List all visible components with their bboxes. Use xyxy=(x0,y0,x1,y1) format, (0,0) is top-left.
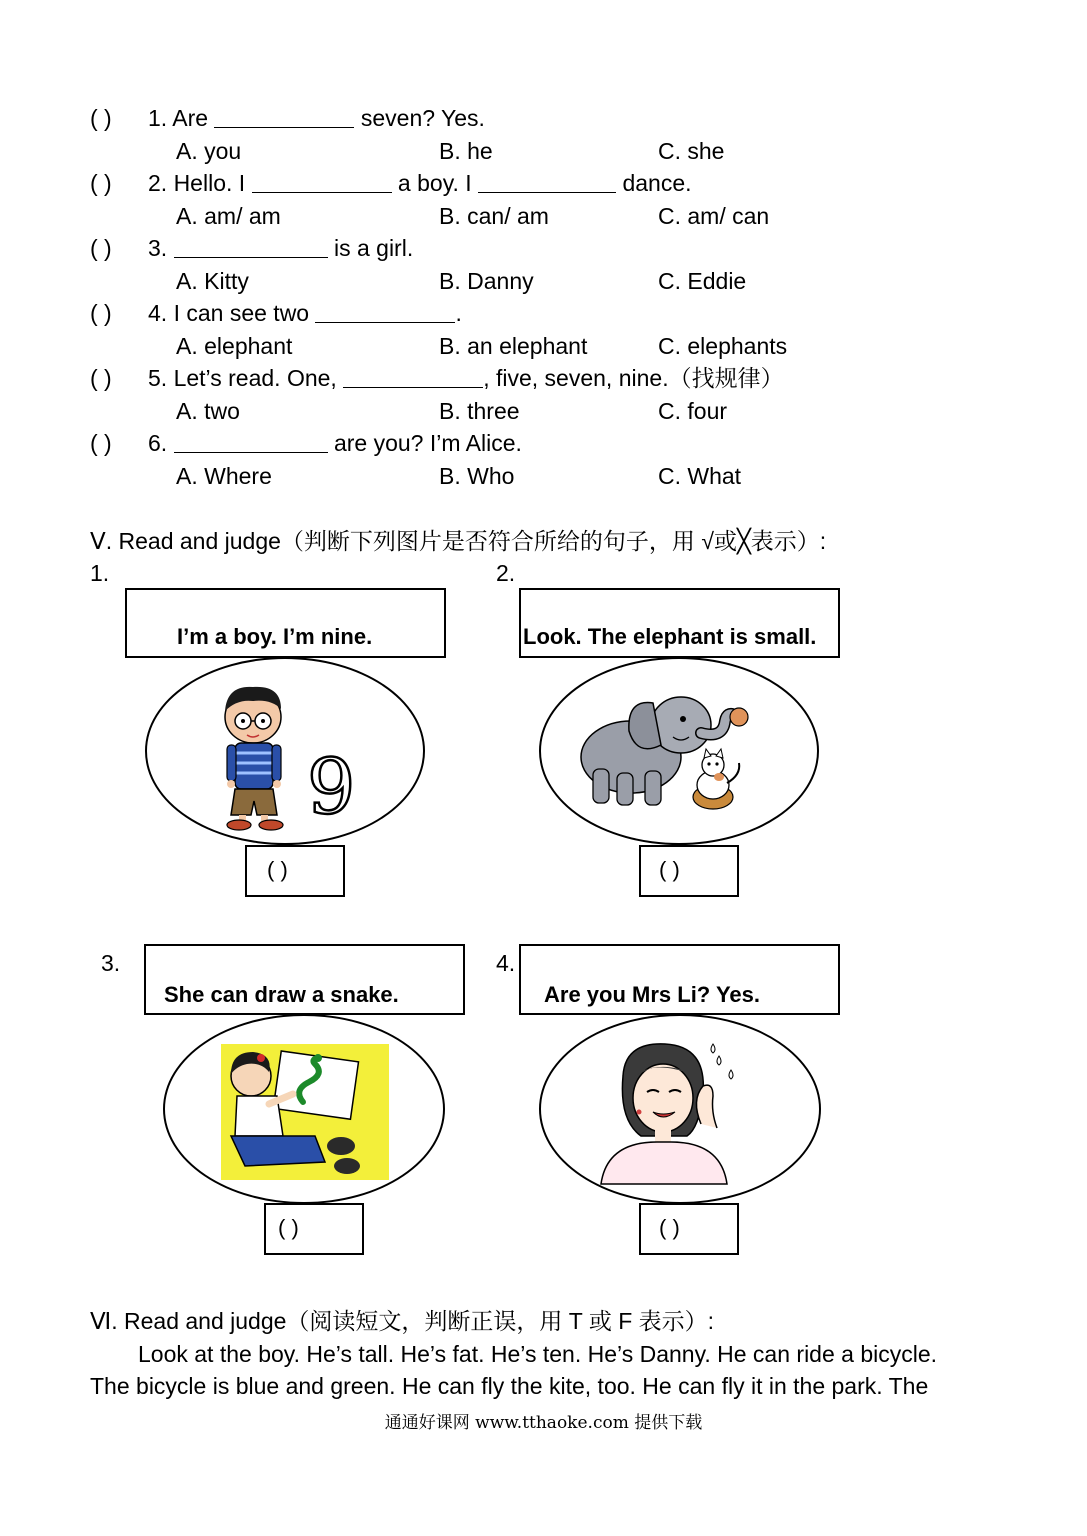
picture-oval xyxy=(163,1014,445,1204)
answer-blank[interactable] xyxy=(214,107,354,128)
stem-text: is a girl. xyxy=(327,235,414,261)
item-number: 2. xyxy=(496,560,516,586)
stem-text: 3. xyxy=(148,235,174,261)
question-stem xyxy=(148,167,692,199)
picture-oval xyxy=(145,657,425,845)
options-6 xyxy=(0,460,960,492)
sentence-text: I’m a boy. I’m nine. xyxy=(177,624,373,649)
question-3 xyxy=(90,232,1050,264)
option-a[interactable]: A. Kitty xyxy=(176,268,249,294)
option-c[interactable]: C. she xyxy=(658,138,725,164)
option-b[interactable]: B. Who xyxy=(439,463,515,489)
answer-paren[interactable]: ( ) xyxy=(90,235,112,261)
question-stem xyxy=(148,362,784,394)
passage-line: Look at the boy. He’s tall. He’s fat. He’s ten. He’s Danny. He can ride a bicycle. xyxy=(138,1341,938,1367)
question-stem xyxy=(148,232,413,264)
sentence-text: She can draw a snake. xyxy=(164,982,399,1007)
elephant-and-cat-icon xyxy=(541,659,819,845)
answer-blank[interactable] xyxy=(478,172,616,193)
girl-drawing-snake-icon xyxy=(165,1016,445,1204)
stem-text: 2. Hello. I xyxy=(148,170,252,196)
option-b[interactable]: B. Danny xyxy=(439,268,534,294)
options-4 xyxy=(0,330,960,362)
question-stem xyxy=(148,102,485,134)
digit-nine: 9 xyxy=(307,742,356,831)
sentence-text: Are you Mrs Li? Yes. xyxy=(544,982,761,1007)
answer-box[interactable] xyxy=(639,845,739,897)
option-b[interactable]: B. he xyxy=(439,138,493,164)
answer-box[interactable] xyxy=(264,1203,364,1255)
section-6-title: Ⅵ. Read and judge（阅读短文，判断正误，用 T 或 F 表示）: xyxy=(90,1308,715,1334)
question-4 xyxy=(90,297,1050,329)
option-c[interactable]: C. What xyxy=(658,463,742,489)
answer-paren: ( ) xyxy=(267,857,288,882)
sentence-text: Look. The elephant is small. xyxy=(523,624,817,649)
boy-with-glasses-icon xyxy=(147,659,425,845)
answer-blank[interactable] xyxy=(343,367,483,388)
option-c[interactable]: C. elephants xyxy=(658,333,788,359)
options-5 xyxy=(0,395,960,427)
option-c[interactable]: C. Eddie xyxy=(658,268,747,294)
picture-oval xyxy=(539,657,819,845)
options-1 xyxy=(0,135,960,167)
answer-paren[interactable]: ( ) xyxy=(90,300,112,326)
stem-text: . xyxy=(455,300,462,326)
stem-text: seven? Yes. xyxy=(354,105,485,131)
passage-line: The bicycle is blue and green. He can fly the kite, too. He can fly it in the park. The xyxy=(90,1373,929,1399)
option-b[interactable]: B. can/ am xyxy=(439,203,549,229)
question-6 xyxy=(90,427,1050,459)
stem-text: , five, seven, nine.（找规律） xyxy=(483,365,784,391)
stem-text: 4. I can see two xyxy=(148,300,316,326)
stem-text: a boy. I xyxy=(391,170,479,196)
item-number: 3. xyxy=(101,950,121,976)
option-b[interactable]: B. an elephant xyxy=(439,333,588,359)
answer-paren[interactable]: ( ) xyxy=(90,430,112,456)
stem-text: 6. xyxy=(148,430,174,456)
question-2 xyxy=(90,167,1050,199)
option-b[interactable]: B. three xyxy=(439,398,520,424)
item-number: 4. xyxy=(496,950,516,976)
stem-text: are you? I’m Alice. xyxy=(327,430,522,456)
question-stem xyxy=(148,297,462,329)
answer-paren[interactable]: ( ) xyxy=(90,365,112,391)
options-2 xyxy=(0,200,960,232)
option-a[interactable]: A. am/ am xyxy=(176,203,281,229)
option-a[interactable]: A. elephant xyxy=(176,333,293,359)
answer-paren: ( ) xyxy=(659,1215,680,1240)
question-stem xyxy=(148,427,522,459)
item-number: 1. xyxy=(90,560,110,586)
option-a[interactable]: A. Where xyxy=(176,463,272,489)
stem-text: 1. Are xyxy=(148,105,215,131)
option-c[interactable]: C. four xyxy=(658,398,728,424)
question-1 xyxy=(90,102,1050,134)
answer-blank[interactable] xyxy=(252,172,392,193)
answer-blank[interactable] xyxy=(174,237,328,258)
option-c[interactable]: C. am/ can xyxy=(658,203,770,229)
stem-text: 5. Let’s read. One, xyxy=(148,365,344,391)
option-a[interactable]: A. two xyxy=(176,398,240,424)
option-a[interactable]: A. you xyxy=(176,138,242,164)
answer-box[interactable] xyxy=(639,1203,739,1255)
options-3 xyxy=(0,265,960,297)
woman-smiling-icon xyxy=(541,1016,821,1204)
question-5 xyxy=(90,362,1050,394)
answer-paren[interactable]: ( ) xyxy=(90,105,112,131)
answer-paren[interactable]: ( ) xyxy=(90,170,112,196)
answer-paren: ( ) xyxy=(278,1215,299,1240)
answer-paren: ( ) xyxy=(659,857,680,882)
section-5-title: Ⅴ. Read and judge（判断下列图片是否符合所给的句子，用 √或╳表示）: xyxy=(90,528,827,554)
answer-blank[interactable] xyxy=(174,432,328,453)
answer-blank[interactable] xyxy=(315,302,455,323)
answer-box[interactable] xyxy=(245,845,345,897)
picture-oval xyxy=(539,1014,821,1204)
page-footer: 通通好课网 www.tthaoke.com 提供下载 xyxy=(384,1413,703,1433)
stem-text: dance. xyxy=(616,170,692,196)
